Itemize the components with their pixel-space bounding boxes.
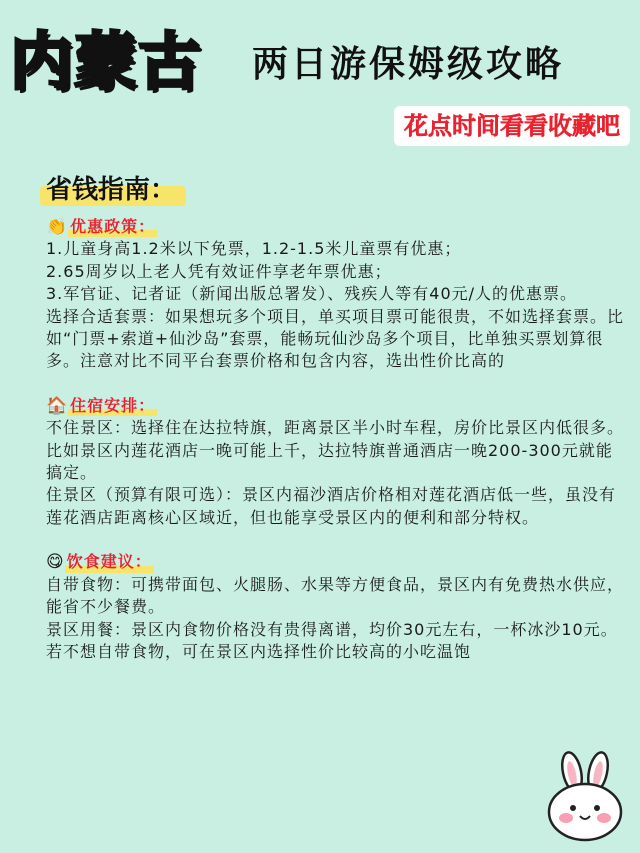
text-line: 1.儿童身高1.2米以下免票，1.2-1.5米儿童票有优惠；	[46, 239, 462, 259]
page-title: 内蒙古	[10, 25, 203, 98]
text-line: 3.军官证、记者证（新闻出版总署发）、残疾人等有40元/人的优惠票。	[46, 284, 578, 304]
section-title	[40, 170, 186, 210]
page-subtitle: 两日游保姆级攻略	[252, 44, 565, 85]
sub-heading	[65, 551, 154, 573]
text-line: 2.65周岁以上老人凭有效证件享老年票优惠；	[46, 261, 392, 281]
clapping-hands-icon: 👏	[46, 217, 69, 237]
section-accommodation	[46, 395, 626, 529]
text-line: 选择合适套票：如果想玩多个项目，单买项目票可能很贵，不如选择套票。比如“门票+索道+仙沙岛”套票，能畅玩仙沙岛多个项目，比单独买票划算很多。注意对比不同平台套票价格和包含内容，选出性价比高的	[46, 306, 625, 371]
tagline: 花点时间看看收藏吧	[394, 106, 630, 146]
sub-heading-text: 优惠政策：	[70, 217, 156, 236]
guide-content	[46, 216, 626, 663]
text-line: 景区用餐：景区内食物价格没有贵得离谱，均价30元左右，一杯冰沙10元。若不想自带食物，可在景区内选择性价比较高的小吃温饱	[46, 619, 618, 661]
text-line: 不住景区：选择住在达拉特旗，距离景区半小时车程，房价比景区内低很多。比如景区内莲花酒店一晚可能上千，达拉特旗普通酒店一晚200-300元就能搞定。	[46, 418, 625, 483]
sub-heading-text: 饮食建议：	[66, 552, 152, 572]
text-line: 自带食物：可携带面包、火腿肠、水果等方便食品，景区内有免费热水供应，能省不少餐费。	[46, 574, 625, 617]
section-food	[46, 551, 626, 663]
sub-heading	[68, 216, 157, 238]
house-icon: 🏠	[46, 395, 69, 416]
yum-face-icon: 😋	[46, 552, 65, 573]
text-line: 住景区（预算有限可选）：景区内福沙酒店价格相对莲花酒店低一些，虽没有莲花酒店距离核心区域近，但也能享受景区内的便利和部分特权。	[46, 485, 617, 527]
section-discounts	[46, 216, 626, 373]
sub-heading	[68, 395, 157, 417]
sub-heading-text: 住宿安排：	[70, 395, 156, 415]
section-title-text: 省钱指南：	[46, 175, 177, 205]
bunny-icon	[540, 750, 630, 845]
